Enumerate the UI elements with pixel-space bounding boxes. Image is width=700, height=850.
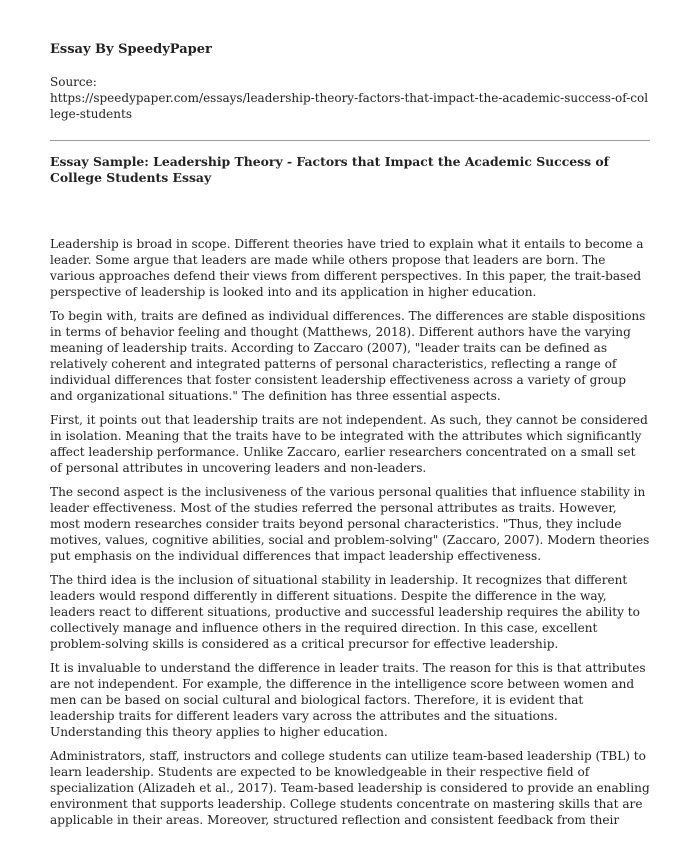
essay-paragraph: First, it points out that leadership traits are not independent. As such, they cannot be considered in isolation. Meaning that the traits have to be integrated with the attributes which significantly affect leadership performance. Unlike Zaccaro, earlier researchers concentrated on a small set of personal attributes in uncovering leaders and non-leaders. xyxy=(50,413,648,475)
essay-title: Essay Sample: Leadership Theory - Factors that Impact the Academic Success of College Students Essay xyxy=(50,154,610,185)
source-label: Source: xyxy=(50,75,97,89)
essay-paragraph: The third idea is the inclusion of situational stability in leadership. It recognizes that different leaders would respond differently in different situations. Despite the difference in the way, leaders react to different situations, productive and successful leadership requires the ability to collectively manage and influence others in the required direction. In this case, excellent problem-solving skills is considered as a critical precursor for effective leadership. xyxy=(50,573,640,651)
document-title: Essay By SpeedyPaper xyxy=(50,42,212,57)
essay-paragraph: To begin with, traits are defined as individual differences. The differences are stable dispositions in terms of behavior feeling and thought (Matthews, 2018). Different authors have the varying meaning of leadership traits. According to Zaccaro (2007), "leader traits can be defined as relatively coherent and integrated patterns of personal characteristics, reflecting a range of individual differences that foster consistent leadership effectiveness across a variety of group and organizational situations." The definition has three essential aspects. xyxy=(50,309,646,403)
essay-paragraph: Leadership is broad in scope. Different theories have tried to explain what it entails to become a leader. Some argue that leaders are made while others propose that leaders are born. The various approaches defend their views from different perspectives. In this paper, the trait-based perspective of leadership is looked into and its application in higher education. xyxy=(50,237,644,299)
source-url: https://speedypaper.com/essays/leadership-theory-factors-that-impact-the-academic-success-of-college-students xyxy=(50,91,649,121)
essay-paragraph: It is invaluable to understand the difference in leader traits. The reason for this is that attributes are not independent. For example, the difference in the intelligence score between women and men can be based on social cultural and biological factors. Therefore, it is evident that leadership traits for different leaders vary across the attributes and the situations. Understanding this theory applies to higher education. xyxy=(50,661,646,739)
essay-paragraph: Administrators, staff, instructors and college students can utilize team-based leadership (TBL) to learn leadership. Students are expected to be knowledgeable in their respective field of specialization (Alizadeh et al., 2017). Team-based leadership is considered to provide an enabling environment that supports leadership. College students concentrate on mastering skills that are applicable in their areas. Moreover, structured reflection and consistent feedback from their xyxy=(50,749,650,827)
essay-paragraph: The second aspect is the inclusiveness of the various personal qualities that influence stability in leader effectiveness. Most of the studies referred the personal attributes as traits. However, most modern researches consider traits beyond personal characteristics. "Thus, they include motives, values, cognitive abilities, social and problem-solving" (Zaccaro, 2007). Modern theories put emphasis on the individual differences that impact leadership effectiveness. xyxy=(50,485,650,563)
header-divider xyxy=(50,140,650,141)
essay-body xyxy=(50,236,650,828)
